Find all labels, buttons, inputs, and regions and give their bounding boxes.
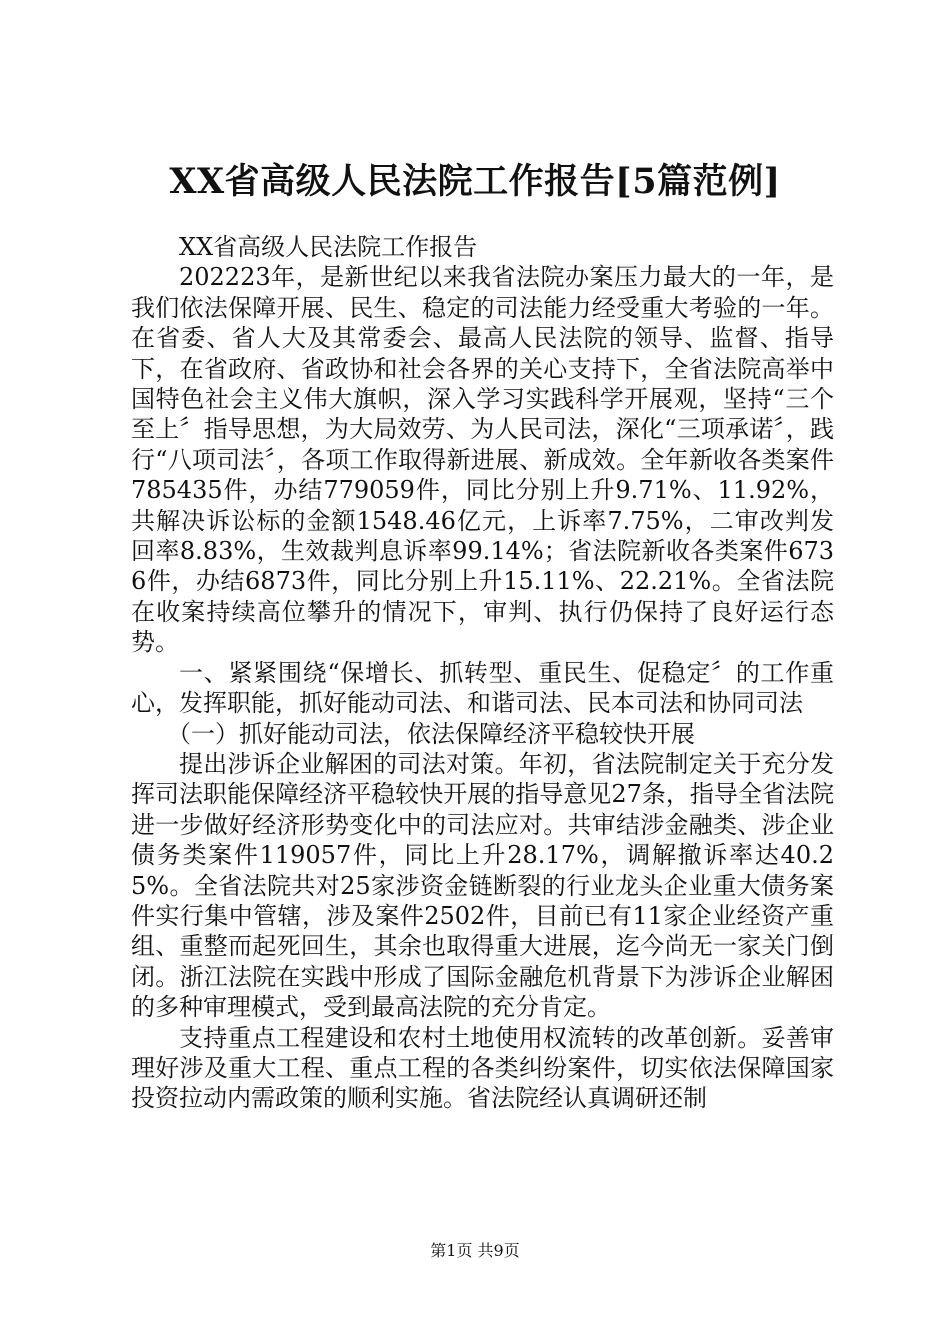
body-paragraph: 支持重点工程建设和农村土地使用权流转的改革创新。妥善审理好涉及重大工程、重点工程的各类纠纷案件，切实依法保障国家投资拉动内需政策的顺利实施。省法院经认真调研还制 <box>131 1023 834 1113</box>
section-heading: 一、紧紧围绕“保增长、抓转型、重民生、促稳定〞的工作重心，发挥职能，抓好能动司法、和谐司法、民本司法和协同司法 <box>131 658 834 718</box>
body-paragraph: 提出涉诉企业解困的司法对策。年初，省法院制定关于充分发挥司法职能保障经济平稳较快开展的指导意见27条，指导全省法院进一步做好经济形势变化中的司法应对。共审结涉金融类、涉企业债务类案件119057件，同比上升28.17%，调解撤诉率达40.25%。全省法院共对25家涉资金链断裂的行业龙头企业重大债务案件实行集中管辖，涉及案件2502件，目前已有11家企业经资产重组、重整而起死回生，其余也取得重大进展，迄今尚无一家关门倒闭。浙江法院在实践中形成了国际金融危机背景下为涉诉企业解困的多种审理模式，受到最高法院的充分肯定。 <box>131 749 834 1022</box>
document-title: XX省高级人民法院工作报告[5篇范例] <box>169 161 781 202</box>
intro-paragraph: 202223年，是新世纪以来我省法院办案压力最大的一年，是我们依法保障开展、民生、稳定的司法能力经受重大考验的一年。在省委、省人大及其常委会、最高人民法院的领导、监督、指导下，在省政府、省政协和社会各界的关心支持下，全省法院高举中国特色社会主义伟大旗帜，深入学习实践科学开展观，坚持“三个至上〞指导思想，为大局效劳、为人民司法，深化“三项承诺〞，践行“八项司法〞，各项工作取得新进展、新成效。全年新收各类案件785435件，办结779059件，同比分别上升9.71%、11.92%，共解决诉讼标的金额1548.46亿元，上诉率7.75%，二审改判发回率8.83%，生效裁判息诉率99.14%；省法院新收各类案件6736件，办结6873件，同比分别上升15.11%、22.21%。全省法院在收案持续高位攀升的情况下，审判、执行仍保持了良好运行态势。 <box>131 263 834 657</box>
document-body <box>131 232 834 1114</box>
subtitle-paragraph: XX省高级人民法院工作报告 <box>179 233 478 261</box>
page-number-footer: 第1页 共9页 <box>430 1241 520 1260</box>
subsection-heading: （一）抓好能动司法，依法保障经济平稳较快开展 <box>167 719 695 748</box>
